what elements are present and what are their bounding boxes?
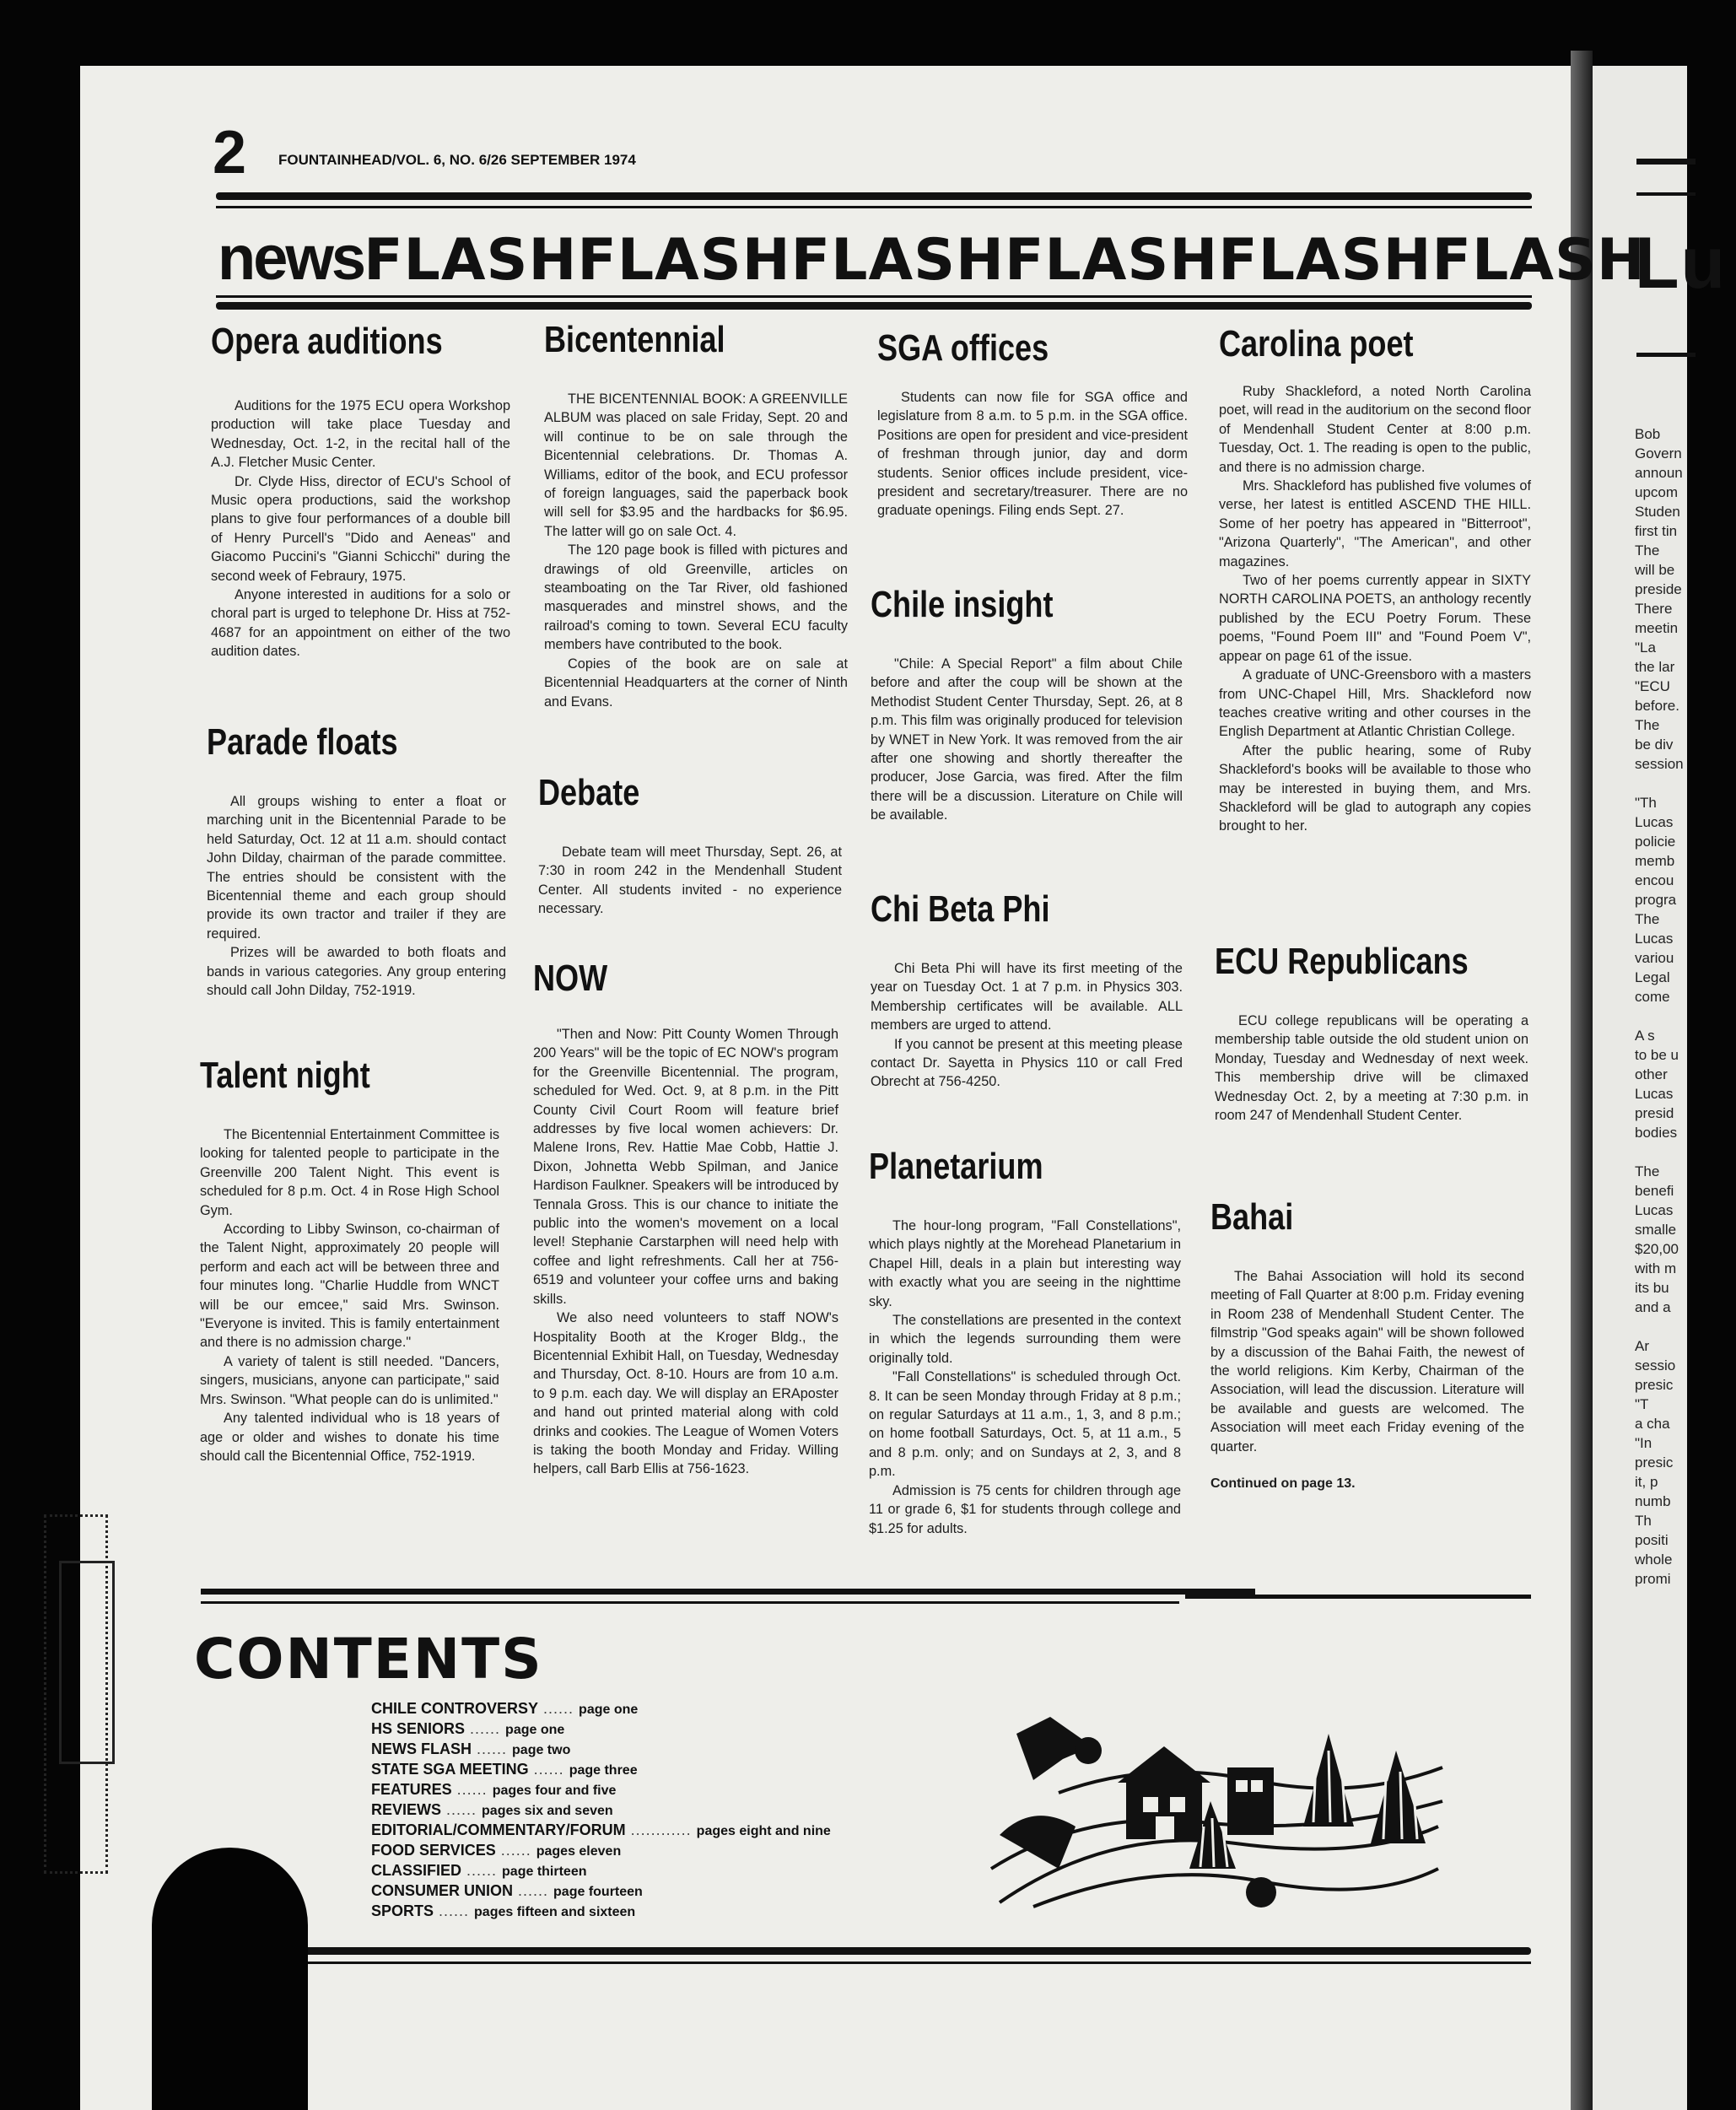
adjacent-text-line: with m — [1635, 1260, 1677, 1276]
adjacent-text-line: "In — [1635, 1435, 1652, 1451]
adjacent-text-line: upcom — [1635, 484, 1679, 500]
adjacent-text-line — [1635, 1006, 1736, 1026]
article-body — [871, 655, 1183, 825]
adjacent-text-line: announ — [1635, 465, 1683, 481]
article-body — [1219, 382, 1531, 836]
adjacent-text-line: other — [1635, 1066, 1668, 1082]
bottom-rule-thick — [266, 1947, 1531, 1955]
article-body — [871, 959, 1183, 1092]
adjacent-text-line: bodies — [1635, 1125, 1678, 1141]
article-title: ECU Republicans — [1215, 941, 1469, 982]
article-title: Opera auditions — [211, 321, 443, 362]
contents-label: REVIEWS — [371, 1801, 442, 1818]
paragraph: If you cannot be present at this meeting please contact Dr. Sayetta in Physics 110 or call Fred Obrecht at 756-4250. — [871, 1036, 1183, 1090]
adjacent-text-line: its bu — [1635, 1280, 1669, 1296]
contents-title: CONTENTS — [194, 1627, 543, 1692]
adjacent-text-line: "ECU — [1635, 678, 1670, 694]
paragraph: The Bicentennial Entertainment Committee is looking for talented people to participate in the Greenville 200 Talent Night. This event is scheduled for 8 p.m. Oct. 4 in Rose High School Gym. — [200, 1127, 499, 1218]
farm-scene-illustration — [983, 1700, 1451, 1911]
contents-row: EDITORIAL/COMMENTARY/FORUM ............ pages eight and nine — [371, 1821, 831, 1838]
contents-row: FOOD SERVICES ...... pages eleven — [371, 1842, 622, 1859]
article-title: Parade floats — [207, 721, 398, 763]
masthead-rule-thick — [216, 192, 1532, 200]
banner-news-word: news — [218, 223, 364, 293]
adjacent-text-line: a cha — [1635, 1416, 1670, 1432]
contents-rule-top-left — [201, 1589, 1255, 1595]
masthead-rule-thin — [216, 206, 1532, 208]
adjacent-text-line: Ar — [1635, 1338, 1649, 1354]
banner-rule-thin — [216, 295, 1532, 298]
adjacent-text-line: to be u — [1635, 1047, 1679, 1063]
article-title: Carolina poet — [1219, 323, 1414, 364]
contents-page-ref: page fourteen — [553, 1885, 643, 1899]
paragraph: "Then and Now: Pitt County Women Through 200 Years" will be the topic of EC NOW's program for the Greenville Bicentennial. The program, scheduled for Wed. Oct. 9, at 8 p.m. in the Pitt County Civil Court Room will feature brief addresses by five local women achievers: Dr. Malene Irons, Rev. Hattie Mae Cobb, Hattie J. Dixon, Johnetta Webb Spilman, and Janice Hardison Faulkner. Speakers will be introduced by Tennala Gross. This is our chance to initiate the public into the women's movement on a local level! Stephanie Carstarphen will need help with coffee and light refreshments. Call her at 756-6519 and volunteer your coffee urns and baking skills. — [533, 1027, 838, 1307]
adjacent-rule-bottom — [1636, 353, 1696, 357]
paragraph: Prizes will be awarded to both floats and bands in various categories. Any group entering should call John Dilday, 752-1919. — [207, 945, 506, 999]
paragraph: Admission is 75 cents for children through age 11 or grade 6, $1 for students through college and $1.25 for adults. — [869, 1482, 1181, 1536]
article-body — [538, 843, 842, 919]
article-body — [1210, 1267, 1524, 1493]
adjacent-text-line: before. — [1635, 698, 1679, 714]
contents-label: HS SENIORS — [371, 1720, 466, 1737]
folio-line: FOUNTAINHEAD/VOL. 6, NO. 6/26 SEPTEMBER 1974 — [278, 152, 636, 168]
adjacent-text-line: sessio — [1635, 1357, 1676, 1373]
contents-row: HS SENIORS ...... page one — [371, 1720, 565, 1737]
contents-label: CONSUMER UNION — [371, 1882, 514, 1899]
adjacent-ad-box — [59, 1561, 115, 1764]
contents-page-ref: page thirteen — [502, 1864, 587, 1879]
article-talent-night — [200, 1055, 499, 1465]
contents-page-ref: page three — [569, 1763, 638, 1778]
contents-label: SPORTS — [371, 1902, 434, 1919]
adjacent-text-line: meetin — [1635, 620, 1679, 636]
adjacent-text-line: Th — [1635, 1513, 1652, 1529]
article-chile-insight — [871, 584, 1183, 825]
adjacent-text-line — [1635, 1317, 1736, 1336]
article-title: Bahai — [1210, 1196, 1294, 1238]
article-title: Debate — [538, 772, 640, 813]
paragraph: THE BICENTENNIAL BOOK: A GREENVILLE ALBUM was placed on sale Friday, Sept. 20 and will continue to be on sale through the Bicentennial celebrations. Dr. Thomas A. Williams, editor of the book, and ECU professor of foreign languages, said the paperback book will sell for $3.95 and the hardbacks for $6.95. The latter will go on sale Oct. 4. — [544, 391, 848, 539]
contents-page-ref: pages eleven — [536, 1844, 622, 1859]
article-now — [533, 958, 838, 1479]
article-title: Talent night — [200, 1055, 370, 1096]
adjacent-text-line: memb — [1635, 853, 1675, 869]
adjacent-rule-thin — [1636, 192, 1696, 196]
adjacent-rule-top — [1636, 159, 1696, 165]
article-bahai — [1210, 1196, 1524, 1493]
adjacent-text-line: will be — [1635, 562, 1675, 578]
contents-row: REVIEWS ...... pages six and seven — [371, 1801, 613, 1818]
adjacent-text-line — [1635, 1142, 1736, 1162]
article-title: Planetarium — [869, 1146, 1043, 1187]
adjacent-text-column — [1635, 424, 1736, 1589]
article-body — [200, 1125, 499, 1465]
adjacent-text-line: The — [1635, 1163, 1660, 1179]
contents-page-ref: pages four and five — [492, 1784, 617, 1798]
adjacent-text-line: Lucas — [1635, 931, 1674, 947]
banner-flash-repeat: FLASHFLASHFLASHFLASHFLASHFLASH — [364, 227, 1646, 294]
contents-row: STATE SGA MEETING ...... page three — [371, 1761, 638, 1778]
adjacent-text-line: "Th — [1635, 795, 1657, 811]
bottom-rule-thin — [266, 1962, 1531, 1964]
contents-page-ref: pages six and seven — [482, 1804, 613, 1818]
adjacent-text-line: benefi — [1635, 1183, 1674, 1199]
article-carolina-poet — [1219, 323, 1531, 836]
adjacent-text-line — [1635, 774, 1736, 793]
adjacent-text-line: The — [1635, 911, 1660, 927]
adjacent-text-line: Bob — [1635, 426, 1661, 442]
paragraph: After the public hearing, some of Ruby Shackleford's books will be available to those who may be interested in buying them, and Mrs. Shackleford will be glad to autograph any copies brought to her. — [1219, 742, 1531, 834]
adjacent-text-line: Lucas — [1635, 814, 1674, 830]
contents-row: CLASSIFIED ...... page thirteen — [371, 1862, 587, 1879]
thumb-shadow — [152, 1848, 308, 2110]
adjacent-text-line: positi — [1635, 1532, 1669, 1548]
adjacent-text-line: presid — [1635, 1105, 1674, 1121]
paragraph: Copies of the book are on sale at Bicentennial Headquarters at the corner of Ninth and Evans. — [544, 656, 848, 710]
paragraph: The constellations are presented in the context in which the legends surrounding them were originally told. — [869, 1313, 1181, 1366]
adjacent-text-line: it, p — [1635, 1474, 1658, 1490]
contents-row: NEWS FLASH ...... page two — [371, 1740, 571, 1757]
article-body — [1215, 1012, 1528, 1125]
contents-list — [371, 1699, 831, 1922]
adjacent-text-line: Studen — [1635, 504, 1680, 520]
paragraph: Mrs. Shackleford has published five volumes of verse, her latest is entitled ASCEND THE HILL. Some of her poetry has appeared in "Bitterroot", "Arizona Quarterly", "The American", and other magazines. — [1219, 478, 1531, 569]
paragraph: A graduate of UNC-Greensboro with a masters from UNC-Chapel Hill, Mrs. Shackleford now teaches creative writing and other courses in the English Department at Atlantic Christian College. — [1219, 667, 1531, 740]
paragraph: "Chile: A Special Report" a film about Chile before and after the coup will be shown at the Methodist Student Center Thursday, Sept. 26, at 8 p.m. This film was originally produced for television by WNET in New York. It was removed from the air after one showing and shortly thereafter the producer, Jose Garcia, was fired. After the film there will be a discussion. Literature on Chile will be available. — [871, 656, 1183, 823]
adjacent-text-line: encou — [1635, 872, 1674, 888]
adjacent-headline: Lu — [1635, 223, 1728, 304]
paragraph: Ruby Shackleford, a noted North Carolina poet, will read in the auditorium on the second floor of Mendenhall Student Center at 8:00 p.m. Tuesday, Oct. 1. The reading is open to the public, and there is no admission charge. — [1219, 384, 1531, 475]
paragraph: The hour-long program, "Fall Constellations", which plays nightly at the Morehead Planetarium in Chapel Hill, deals in a plain but interesting way with exactly what you are seeing in the nighttime sky. — [869, 1218, 1181, 1309]
paragraph: Auditions for the 1975 ECU opera Workshop production will take place Tuesday and Wednesday, Oct. 1-2, in the recital hall of the A.J. Fletcher Music Center. — [211, 398, 510, 471]
adjacent-text-line: first tin — [1635, 523, 1678, 539]
contents-rule-thin — [201, 1601, 1179, 1604]
article-debate — [538, 772, 842, 919]
adjacent-text-line: variou — [1635, 950, 1674, 966]
contents-row: CONSUMER UNION ...... page fourteen — [371, 1882, 643, 1899]
article-ecu-republicans — [1215, 941, 1528, 1125]
paragraph: According to Libby Swinson, co-chairman of the Talent Night, approximately 20 people will perform and each act will be between three and four minutes long. "Charlie Huddle from WNCT will be our emcee," said Mrs. Swinson. "Everyone is invited. This is family entertainment and there is no admission charge." — [200, 1222, 499, 1351]
contents-page-ref: page one — [505, 1723, 565, 1737]
paragraph: Students can now file for SGA office and legislature from 8 a.m. to 5 p.m. in the SGA office. Positions are open for president and vice-president of freshman through junior, day and dorm students. Senior offices include president, vice-president and secretary/treasurer. There are no graduate openings. Filing ends Sept. 27. — [877, 390, 1188, 519]
article-body — [544, 390, 848, 711]
adjacent-text-line: be div — [1635, 737, 1674, 753]
contents-label: NEWS FLASH — [371, 1740, 472, 1757]
contents-page-ref: page one — [579, 1703, 639, 1717]
article-body — [211, 397, 510, 661]
adjacent-text-line: whole — [1635, 1551, 1673, 1568]
newsflash-banner — [218, 222, 1646, 294]
article-opera-auditions — [211, 321, 510, 661]
paragraph: We also need volunteers to staff NOW's Hospitality Booth at the Kroger Bldg., the Bicentennial Exhibit Hall, on Tuesday, Wednesday and Thursday, Oct. 8-10. Hours are from 10 a.m. to 9 p.m. each day. We will display an ERAposter and hand out printed material along with cold drinks and cookies. The League of Women Voters is taking the booth Monday and Friday. Willing helpers, call Barb Ellis at 756-1623. — [533, 1310, 838, 1477]
adjacent-text-line: A s — [1635, 1028, 1655, 1044]
paragraph: The Bahai Association will hold its second meeting of Fall Quarter at 8:00 p.m. Friday evening in Room 238 of Mendenhall Student Center. The filmstrip "God speaks again" will be shown followed by a discussion of the Bahai Faith, the newest of the world religions. Kim Kerby, Chairman of the Association, will lead the discussion. Literature will be available and guests are welcomed. The Association will meet each Friday evening of the quarter. — [1210, 1269, 1524, 1454]
article-title: Bicentennial — [544, 319, 725, 360]
contents-row: FEATURES ...... pages four and five — [371, 1781, 617, 1798]
continued-note: Continued on page 13. — [1210, 1476, 1356, 1492]
adjacent-text-line: numb — [1635, 1493, 1671, 1509]
article-chi-beta-phi — [871, 888, 1183, 1092]
paragraph: A variety of talent is still needed. "Dancers, singers, musicians, anyone can participate," said Mrs. Swinson. "What people can do is unlimited." — [200, 1353, 499, 1407]
adjacent-text-line: "T — [1635, 1396, 1649, 1412]
paragraph: Any talented individual who is 18 years of age or older and wishes to donate his time should call the Bicentennial Office, 752-1919. — [200, 1411, 499, 1464]
contents-label: CHILE CONTROVERSY — [371, 1700, 539, 1717]
article-planetarium — [869, 1146, 1181, 1538]
adjacent-text-line: "La — [1635, 639, 1656, 656]
contents-label: EDITORIAL/COMMENTARY/FORUM — [371, 1821, 626, 1838]
contents-label: CLASSIFIED — [371, 1862, 462, 1879]
contents-page-ref: page two — [512, 1743, 571, 1757]
adjacent-text-line: preside — [1635, 581, 1682, 597]
adjacent-text-line: policie — [1635, 834, 1676, 850]
paragraph: Chi Beta Phi will have its first meeting of the year on Tuesday Oct. 1 at 7 p.m. in Physics 303. Membership certificates will be available. ALL members are urged to attend. — [871, 961, 1183, 1033]
paragraph: Debate team will meet Thursday, Sept. 26, at 7:30 in room 242 in the Mendenhall Student Center. All students invited - no experience necessary. — [538, 845, 842, 917]
paragraph: "Fall Constellations" is scheduled through Oct. 8. It can be seen Monday through Friday at 8 p.m.; on regular Saturdays at 11 a.m., 1, 3, and 8 p.m.; on home football Saturdays, Oct. 5, at 11 a.m., 5 and 8 p.m. only; and on Sundays at 2, 3, and 8 p.m. — [869, 1369, 1181, 1480]
adjacent-text-line: session — [1635, 756, 1684, 772]
adjacent-text-line: presic — [1635, 1454, 1674, 1471]
article-body — [877, 388, 1188, 521]
adjacent-text-line: $20,00 — [1635, 1241, 1679, 1257]
adjacent-text-line: the lar — [1635, 659, 1675, 675]
article-title: SGA offices — [877, 327, 1049, 369]
paragraph: Two of her poems currently appear in SIXTY NORTH CAROLINA POETS, an anthology recently published by the ECU Poetry Forum. These poems, "Found Poem III" and "Found Poem V", appear on page 61 of the issue. — [1219, 573, 1531, 664]
article-body — [533, 1025, 838, 1479]
contents-label: FEATURES — [371, 1781, 452, 1798]
adjacent-text-line: There — [1635, 601, 1673, 617]
contents-row: SPORTS ...... pages fifteen and sixteen — [371, 1902, 636, 1919]
adjacent-text-line: Lucas — [1635, 1202, 1674, 1218]
article-title: Chi Beta Phi — [871, 888, 1050, 930]
adjacent-text-line: smalle — [1635, 1222, 1677, 1238]
paragraph: The 120 page book is filled with pictures and drawings of old Greenville, articles on steamboating on the Tar River, old fashioned masquerades and minstrel shows, and the railroad's coming to town. Several ECU faculty members have contributed to the book. — [544, 542, 848, 653]
article-body — [869, 1217, 1181, 1538]
adjacent-text-line: Lucas — [1635, 1086, 1674, 1102]
adjacent-text-line: Govern — [1635, 445, 1682, 461]
article-title: Chile insight — [871, 584, 1054, 625]
contents-label: STATE SGA MEETING — [371, 1761, 529, 1778]
adjacent-text-line: presic — [1635, 1377, 1674, 1393]
contents-page-ref: pages eight and nine — [696, 1824, 831, 1838]
paragraph: Dr. Clyde Hiss, director of ECU's School of Music opera productions, said the workshop plans to give four performances of a double bill of Henry Purcell's "Dido and Aeneas" and Giacomo Puccini's "Gianni Schicchi" during the second week of Febraury, 1975. — [211, 473, 510, 584]
paragraph: ECU college republicans will be operating a membership table outside the old student union on Monday, Tuesday and Wednesday of next week. This membership drive will be climaxed Wednesday Oct. 2, by a meeting at 7:30 p.m. in room 247 of Mendenhall Student Center. — [1215, 1013, 1528, 1124]
adjacent-text-line: progra — [1635, 892, 1677, 908]
article-bicentennial — [544, 319, 848, 711]
contents-label: FOOD SERVICES — [371, 1842, 496, 1859]
article-parade-floats — [207, 721, 506, 1000]
article-title: NOW — [533, 958, 608, 999]
paragraph: Anyone interested in auditions for a solo or choral part is urged to telephone Dr. Hiss at 752-4687 for an appointment on either of the two audition dates. — [211, 587, 510, 660]
page-gutter — [1571, 51, 1593, 2110]
adjacent-text-line: come — [1635, 989, 1670, 1005]
contents-row: CHILE CONTROVERSY ...... page one — [371, 1700, 639, 1717]
adjacent-text-line: The — [1635, 542, 1660, 559]
article-body — [207, 792, 506, 1000]
article-sga-offices — [877, 327, 1188, 521]
banner-rule-thick — [216, 302, 1532, 310]
contents-rule-top-right — [1185, 1595, 1531, 1599]
adjacent-text-line: promi — [1635, 1571, 1671, 1587]
adjacent-text-line: The — [1635, 717, 1660, 733]
adjacent-page — [1593, 66, 1728, 2110]
adjacent-text-line: Legal — [1635, 969, 1670, 985]
page-number: 2 — [213, 119, 247, 186]
paragraph: All groups wishing to enter a float or marching unit in the Bicentennial Parade to be held Saturday, Oct. 12 at 11 a.m. should contact John Dilday, chairman of the parade committee. The entries should be consistent with the Bicentennial theme and each group should provide its own tractor and trailer if they are required. — [207, 794, 506, 942]
contents-page-ref: pages fifteen and sixteen — [474, 1905, 636, 1919]
adjacent-text-line: and a — [1635, 1299, 1671, 1315]
